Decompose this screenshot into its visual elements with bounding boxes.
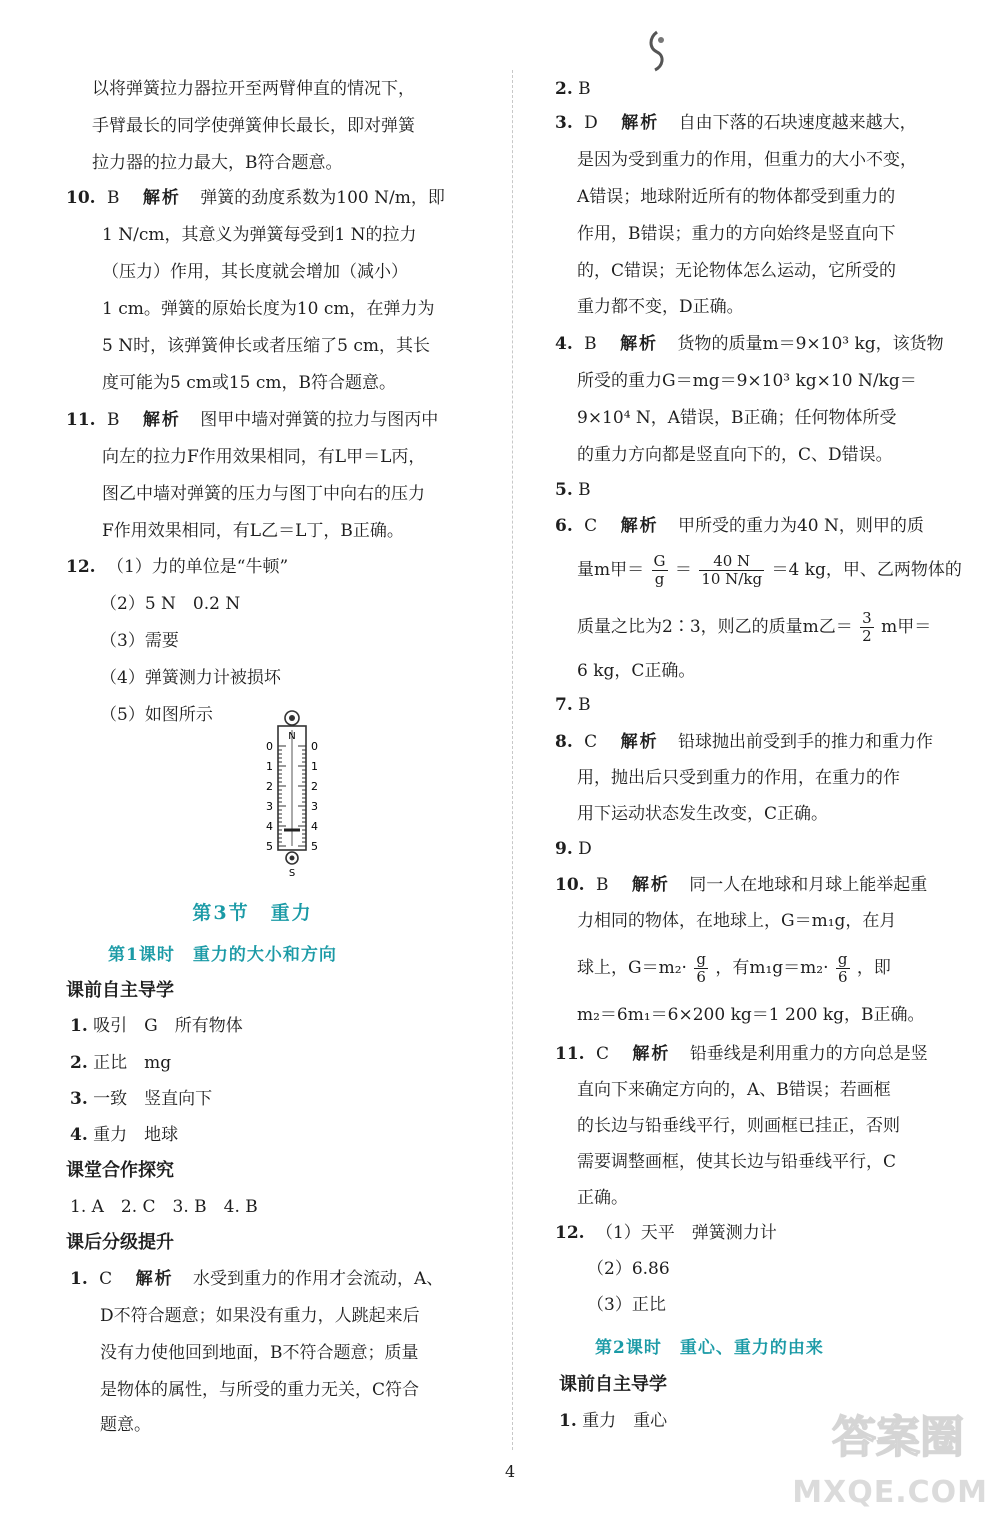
item-number: 1. [70,1016,88,1036]
answer-11 [66,409,438,431]
analysis-text: 6 kg，C正确。 [577,661,696,681]
analysis-text: （压力）作用，其长度就会增加（减小） [102,262,408,282]
sub-answer: （4）弹簧测力计被损坏 [100,668,281,688]
analysis-text: 1 N/cm，其意义为弹簧每受到1 N的拉力 [102,225,417,245]
answer-letter: C [584,732,598,752]
question-number: 7. [555,695,573,715]
answer-5 [555,479,591,501]
subsection-title: 课前自主导学 [66,980,174,1001]
answer-10-right [555,874,927,896]
denominator: 6 [837,968,848,986]
continued-text: 拉力器的拉力最大，B符合题意。 [92,153,343,173]
question-number: 8. [555,732,573,752]
sub-answer: （3）正比 [587,1295,666,1315]
answer-10 [66,187,445,209]
page-number: 4 [505,1462,516,1481]
answer-letter: B [578,79,591,99]
analysis-text: 5 N时，该弹簧伸长或者压缩了5 cm，其长 [102,336,430,356]
question-number: 4. [555,334,573,354]
subsection-title: 课堂合作探究 [66,1160,174,1181]
analysis-text: F作用效果相同，有L乙＝L丁，B正确。 [102,521,404,541]
analysis-text: 向左的拉力F作用效果相同，有L甲＝L丙， [102,447,426,467]
analysis-text: 作用，B错误；重力的方向始终是竖直向下 [577,224,896,244]
item-text: 一致 竖直向下 [93,1089,213,1109]
analysis-text: 度可能为5 cm或15 cm，B符合题意。 [102,373,397,393]
analysis-label: 解析 [142,188,181,208]
continued-text: 以将弹簧拉力器拉开至两臂伸直的情况下， [92,79,415,99]
answer-letter: B [584,334,597,354]
fraction [652,553,668,588]
section-title: 第3节 重力 [192,902,313,924]
sub-answer: （2）6.86 [587,1259,670,1279]
watermark-site: MXQE.COM [792,1475,988,1510]
analysis-text: m₂＝6m₁＝6×200 kg＝1 200 kg，B正确。 [577,1005,925,1025]
analysis-text: 1 cm。弹簧的原始长度为10 cm，在弹力为 [102,299,435,319]
pre-answer [70,1124,178,1146]
item-text: 正比 mg [93,1053,172,1073]
answer-8 [555,731,933,753]
bottom-ring-center [290,856,295,861]
spring-scale-figure [262,708,322,880]
denominator: g [654,570,665,588]
sub-answer: （2）5 N 0.2 N [100,594,241,614]
analysis-text: 是物体的属性，与所受的重力无关，C符合 [100,1380,420,1400]
formula-text: 球上，G＝m₂· [577,958,687,978]
analysis-text: 弹簧的劲度系数为100 N/m，即 [200,188,445,208]
item-number: 3. [70,1089,88,1109]
hook-label: S [288,868,296,879]
column-divider [512,70,513,1450]
question-number: 10. [555,875,585,895]
tick-label: 2 [266,780,273,793]
answer-letter: B [578,695,591,715]
class-answers: 1. A 2. C 3. B 4. B [70,1197,258,1217]
answer-9 [555,838,592,860]
answer-letter: C [99,1269,113,1289]
tick-label: 4 [266,820,273,833]
question-number: 12. [66,557,96,577]
sub-answer: （1）力的单位是“牛顿” [106,557,289,577]
formula-text: m甲＝ [881,617,932,637]
analysis-text: 需要调整画框，使其长边与铅垂线平行，C [577,1152,897,1172]
analysis-text: 用下运动状态发生改变，C正确。 [577,804,829,824]
fraction [836,951,850,986]
answer-2 [555,78,591,100]
fraction [699,553,764,588]
analysis-text: 正确。 [577,1188,628,1208]
answer-letter: B [595,875,609,895]
analysis-text: 铅球抛出前受到手的推力和重力作 [677,732,933,752]
sub-answer: （3）需要 [100,631,179,651]
analysis-text: 没有力使他回到地面，B不符合题意；质量 [100,1343,419,1363]
item-number: 2. [70,1053,88,1073]
answer-3 [555,112,917,134]
answer-7 [555,694,591,716]
numerator: G [653,552,666,570]
formula-text: ，有m₁g＝m₂· [715,958,829,978]
answer-12-right [555,1222,777,1244]
question-number: 1. [70,1269,88,1289]
question-number: 6. [555,516,573,536]
watermark-logo-text: 答案圈 [832,1412,964,1463]
answer-letter: C [584,516,598,536]
question-number: 11. [555,1044,585,1064]
tick-label: 0 [266,740,273,753]
analysis-text: 力相同的物体，在地球上，G＝m₁g，在月 [577,911,897,931]
answer-letter: C [595,1044,609,1064]
analysis-label: 解析 [620,732,659,752]
question-number: 2. [555,79,573,99]
analysis-text: 用，抛出后只受到重力的作用，在重力的作 [577,768,900,788]
numerator: 40 N [699,553,764,571]
decorative-emblem-icon [643,30,671,72]
analysis-label: 解析 [135,1269,174,1289]
pre-answer [559,1410,667,1432]
analysis-text: D不符合题意；如果没有重力，人跳起来后 [100,1306,420,1326]
question-number: 10. [66,188,96,208]
tick-label: 3 [311,800,318,813]
fraction [860,610,874,645]
analysis-text: 铅垂线是利用重力的方向总是竖 [689,1044,928,1064]
analysis-text: 9×10⁴ N，A错误，B正确；任何物体所受 [577,408,897,428]
watermark-logo-icon [818,1400,978,1470]
formula-text: ，即 [856,958,891,978]
lesson-title: 第2课时 重心、重力的由来 [595,1338,824,1358]
tick-label: 2 [311,780,318,793]
formula-text: ＝ [674,560,692,580]
item-text: 重力 重心 [582,1411,668,1431]
answer-letter: B [106,410,120,430]
analysis-label: 解析 [620,334,659,354]
denominator: 6 [696,968,706,986]
analysis-text: 的重力方向都是竖直向下的，C、D错误。 [577,445,893,465]
pointer [284,829,300,832]
answer-12 [66,556,288,578]
analysis-formula [577,946,891,990]
question-number: 12. [555,1223,585,1243]
analysis-label: 解析 [632,1044,671,1064]
answer-letter: D [578,839,592,859]
analysis-text: 所受的重力G＝mg＝9×10³ kg×10 N/kg＝ [577,371,917,391]
denominator: 10 N/kg [701,570,763,588]
item-number: 1. [559,1411,577,1431]
question-number: 11. [66,410,96,430]
answer-4 [555,333,944,355]
answer-6 [555,515,924,537]
formula-text: 量m甲＝ [577,560,645,580]
answer-letter: B [106,188,120,208]
analysis-text: 图乙中墙对弹簧的压力与图丁中向右的压力 [102,484,425,504]
pre-answer [70,1015,243,1037]
top-ring-center [289,715,295,721]
analysis-text: 题意。 [100,1415,151,1435]
fraction [694,951,708,986]
question-number: 9. [555,839,573,859]
tick-label: 4 [311,820,318,833]
analysis-text: 甲所受的重力为40 N，则甲的质 [677,516,924,536]
after-answer-1 [70,1268,443,1290]
analysis-text: 图甲中墙对弹簧的拉力与图丙中 [200,410,439,430]
analysis-label: 解析 [620,516,659,536]
tick-label: 1 [266,760,273,773]
subsection-title: 课后分级提升 [66,1232,174,1253]
tick-label: 0 [311,740,318,753]
answer-letter: D [584,113,598,133]
answer-11-right [555,1043,928,1065]
analysis-label: 解析 [142,410,181,430]
denominator: 2 [862,627,872,645]
analysis-text: 的长边与铅垂线平行，则画框已挂正，否则 [577,1116,900,1136]
analysis-label: 解析 [631,875,670,895]
item-text: 重力 地球 [93,1125,179,1145]
watermark [792,1400,988,1510]
tick-label: 5 [266,840,273,853]
analysis-text: 的，C错误；无论物体怎么运动，它所受的 [577,261,897,281]
question-number: 3. [555,113,573,133]
numerator: 3 [862,609,872,627]
unit-label: N [288,731,296,742]
lesson-title: 第1课时 重力的大小和方向 [108,945,337,965]
sub-answer: （5）如图所示 [100,705,213,725]
analysis-text: 重力都不变，D正确。 [577,297,744,317]
formula-text: ＝4 kg，甲、乙两物体的 [771,560,962,580]
analysis-text: A错误；地球附近所有的物体都受到重力的 [577,187,896,207]
tick-label: 5 [311,840,318,853]
numerator: g [837,950,848,968]
subsection-title: 课前自主导学 [559,1374,667,1395]
analysis-formula [577,605,931,649]
analysis-label: 解析 [621,113,660,133]
formula-text: 质量之比为2∶3，则乙的质量m乙＝ [577,617,853,637]
analysis-formula [577,548,962,592]
continued-text: 手臂最长的同学使弹簧伸长最长，即对弹簧 [92,116,415,136]
answer-letter: B [578,480,591,500]
analysis-text: 货物的质量m＝9×10³ kg，该货物 [677,334,944,354]
item-number: 4. [70,1125,88,1145]
pre-answer [70,1052,171,1074]
numerator: g [696,950,706,968]
pre-answer [70,1088,212,1110]
sub-answer: （1）天平 弹簧测力计 [595,1223,777,1243]
question-number: 5. [555,480,573,500]
tick-label: 3 [266,800,273,813]
analysis-text: 自由下落的石块速度越来越大， [678,113,917,133]
analysis-text: 同一人在地球和月球上能举起重 [689,875,928,895]
item-text: 吸引 G 所有物体 [93,1016,243,1036]
analysis-text: 直向下来确定方向的，A、B错误；若画框 [577,1080,891,1100]
tick-label: 1 [311,760,318,773]
analysis-text: 水受到重力的作用才会流动，A、 [192,1269,444,1289]
analysis-text: 是因为受到重力的作用，但重力的大小不变， [577,150,917,170]
